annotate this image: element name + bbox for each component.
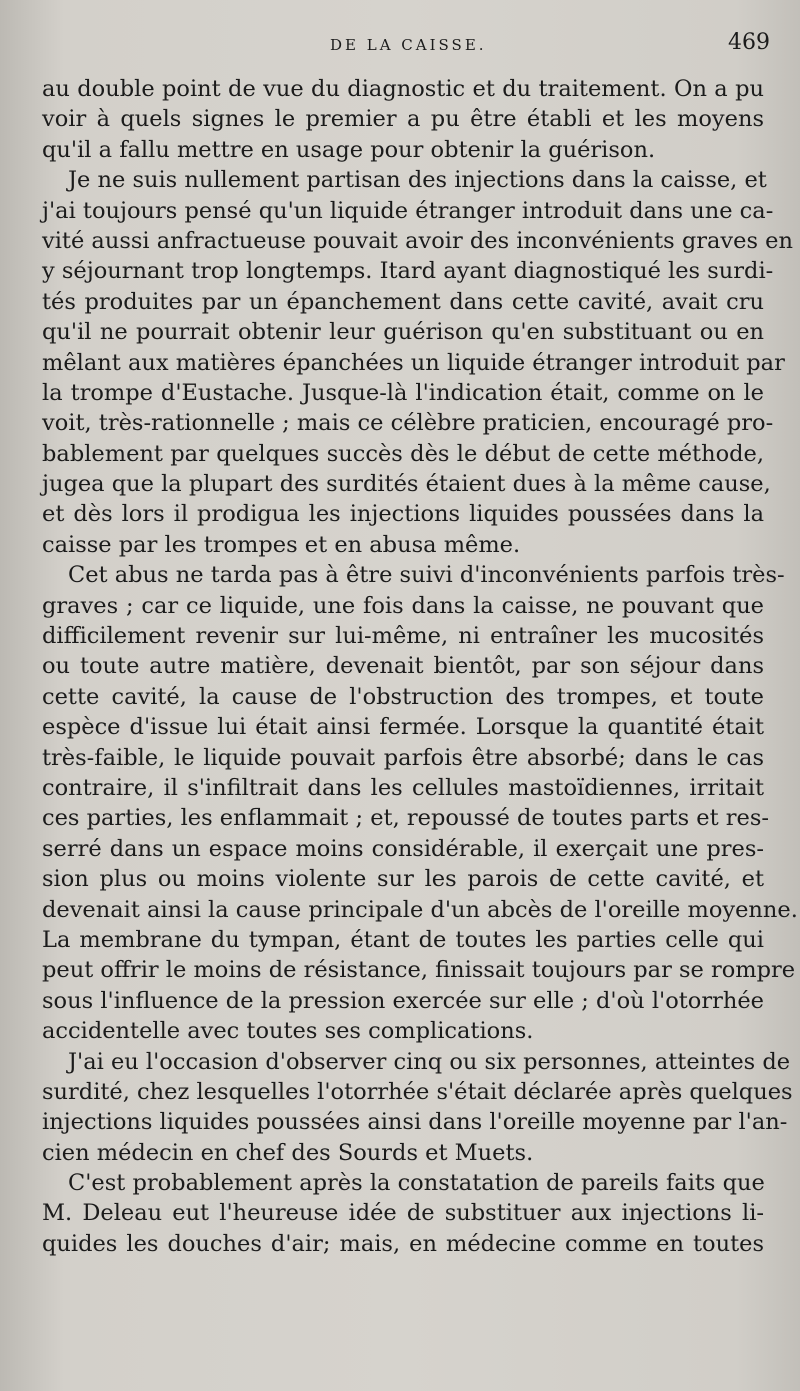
running-title: DE LA CAISSE.: [330, 36, 487, 54]
paragraph-first-line: Cet abus ne tarda pas à être suivi d'inconvénients parfois très-: [68, 562, 785, 589]
text-line: ces parties, les enflammait ; et, repoussé de toutes parts et res-: [42, 805, 770, 832]
text-line: la trompe d'Eustache. Jusque-là l'indication était, comme on le: [42, 379, 764, 406]
text-line: injections liquides poussées ainsi dans l'oreille moyenne par l'an-: [42, 1109, 788, 1136]
text-line: cien médecin en chef des Sourds et Muets.: [42, 1139, 534, 1166]
text-line: et dès lors il prodigua les injections liquides poussées dans la: [42, 501, 764, 528]
text-line: j'ai toujours pensé qu'un liquide étranger introduit dans une ca-: [42, 197, 774, 224]
text-line: qu'il ne pourrait obtenir leur guérison qu'en substituant ou en: [42, 319, 764, 346]
text-line: qu'il a fallu mettre en usage pour obtenir la guérison.: [42, 136, 656, 163]
text-line: mêlant aux matières épanchées un liquide étranger introduit par: [42, 349, 785, 376]
text-line: quides les douches d'air; mais, en médecine comme en toutes: [42, 1230, 764, 1257]
text-line: voir à quels signes le premier a pu être établi et les moyens: [42, 106, 764, 133]
text-line: contraire, il s'infiltrait dans les cellules mastoïdiennes, irritait: [42, 774, 764, 801]
body-text: [42, 74, 798, 1259]
text-line: peut offrir le moins de résistance, finissait toujours par se rompre: [42, 957, 796, 984]
text-line: difficilement revenir sur lui-même, ni entraîner les mucosités: [42, 623, 764, 650]
text-line: jugea que la plupart des surdités étaient dues à la même cause,: [42, 471, 771, 498]
text-line: voit, très-rationnelle ; mais ce célèbre praticien, encouragé pro-: [42, 410, 774, 437]
text-line: caisse par les trompes et en abusa même.: [42, 531, 521, 558]
text-line: La membrane du tympan, étant de toutes les parties celle qui: [42, 926, 764, 953]
text-line: au double point de vue du diagnostic et du traitement. On a pu: [42, 76, 764, 102]
text-line: sous l'influence de la pression exercée sur elle ; d'où l'otorrhée: [42, 987, 764, 1014]
text-line: y séjournant trop longtemps. Itard ayant diagnostiqué les surdi-: [42, 258, 774, 285]
text-line: serré dans un espace moins considérable, il exerçait une pres-: [42, 835, 764, 862]
page-header: [0, 30, 800, 60]
text-line: graves ; car ce liquide, une fois dans la caisse, ne pouvant que: [42, 592, 764, 619]
text-line: tés produites par un épanchement dans cette cavité, avait cru: [42, 288, 764, 315]
text-line: accidentelle avec toutes ses complications.: [42, 1018, 534, 1045]
text-line: bablement par quelques succès dès le début de cette méthode,: [42, 440, 764, 467]
text-line: cette cavité, la cause de l'obstruction des trompes, et toute: [42, 683, 764, 710]
text-line: surdité, chez lesquelles l'otorrhée s'était déclarée après quelques: [42, 1078, 793, 1105]
paragraph-first-line: J'ai eu l'occasion d'observer cinq ou six personnes, atteintes de: [68, 1048, 791, 1075]
text-line: espèce d'issue lui était ainsi fermée. Lorsque la quantité était: [42, 714, 764, 741]
text-line: vité aussi anfractueuse pouvait avoir des inconvénients graves en: [42, 227, 793, 254]
page-number: 469: [728, 30, 770, 55]
text-line: ou toute autre matière, devenait bientôt, par son séjour dans: [42, 653, 764, 680]
text-line: sion plus ou moins violente sur les parois de cette cavité, et: [42, 866, 764, 893]
paragraph-first-line: C'est probablement après la constatation de pareils faits que: [68, 1170, 765, 1197]
text-line: très-faible, le liquide pouvait parfois être absorbé; dans le cas: [42, 744, 764, 771]
text-line: M. Deleau eut l'heureuse idée de substituer aux injections li-: [42, 1200, 764, 1227]
paragraph-first-line: Je ne suis nullement partisan des injections dans la caisse, et: [68, 167, 767, 194]
text-line: devenait ainsi la cause principale d'un abcès de l'oreille moyenne.: [42, 896, 798, 923]
